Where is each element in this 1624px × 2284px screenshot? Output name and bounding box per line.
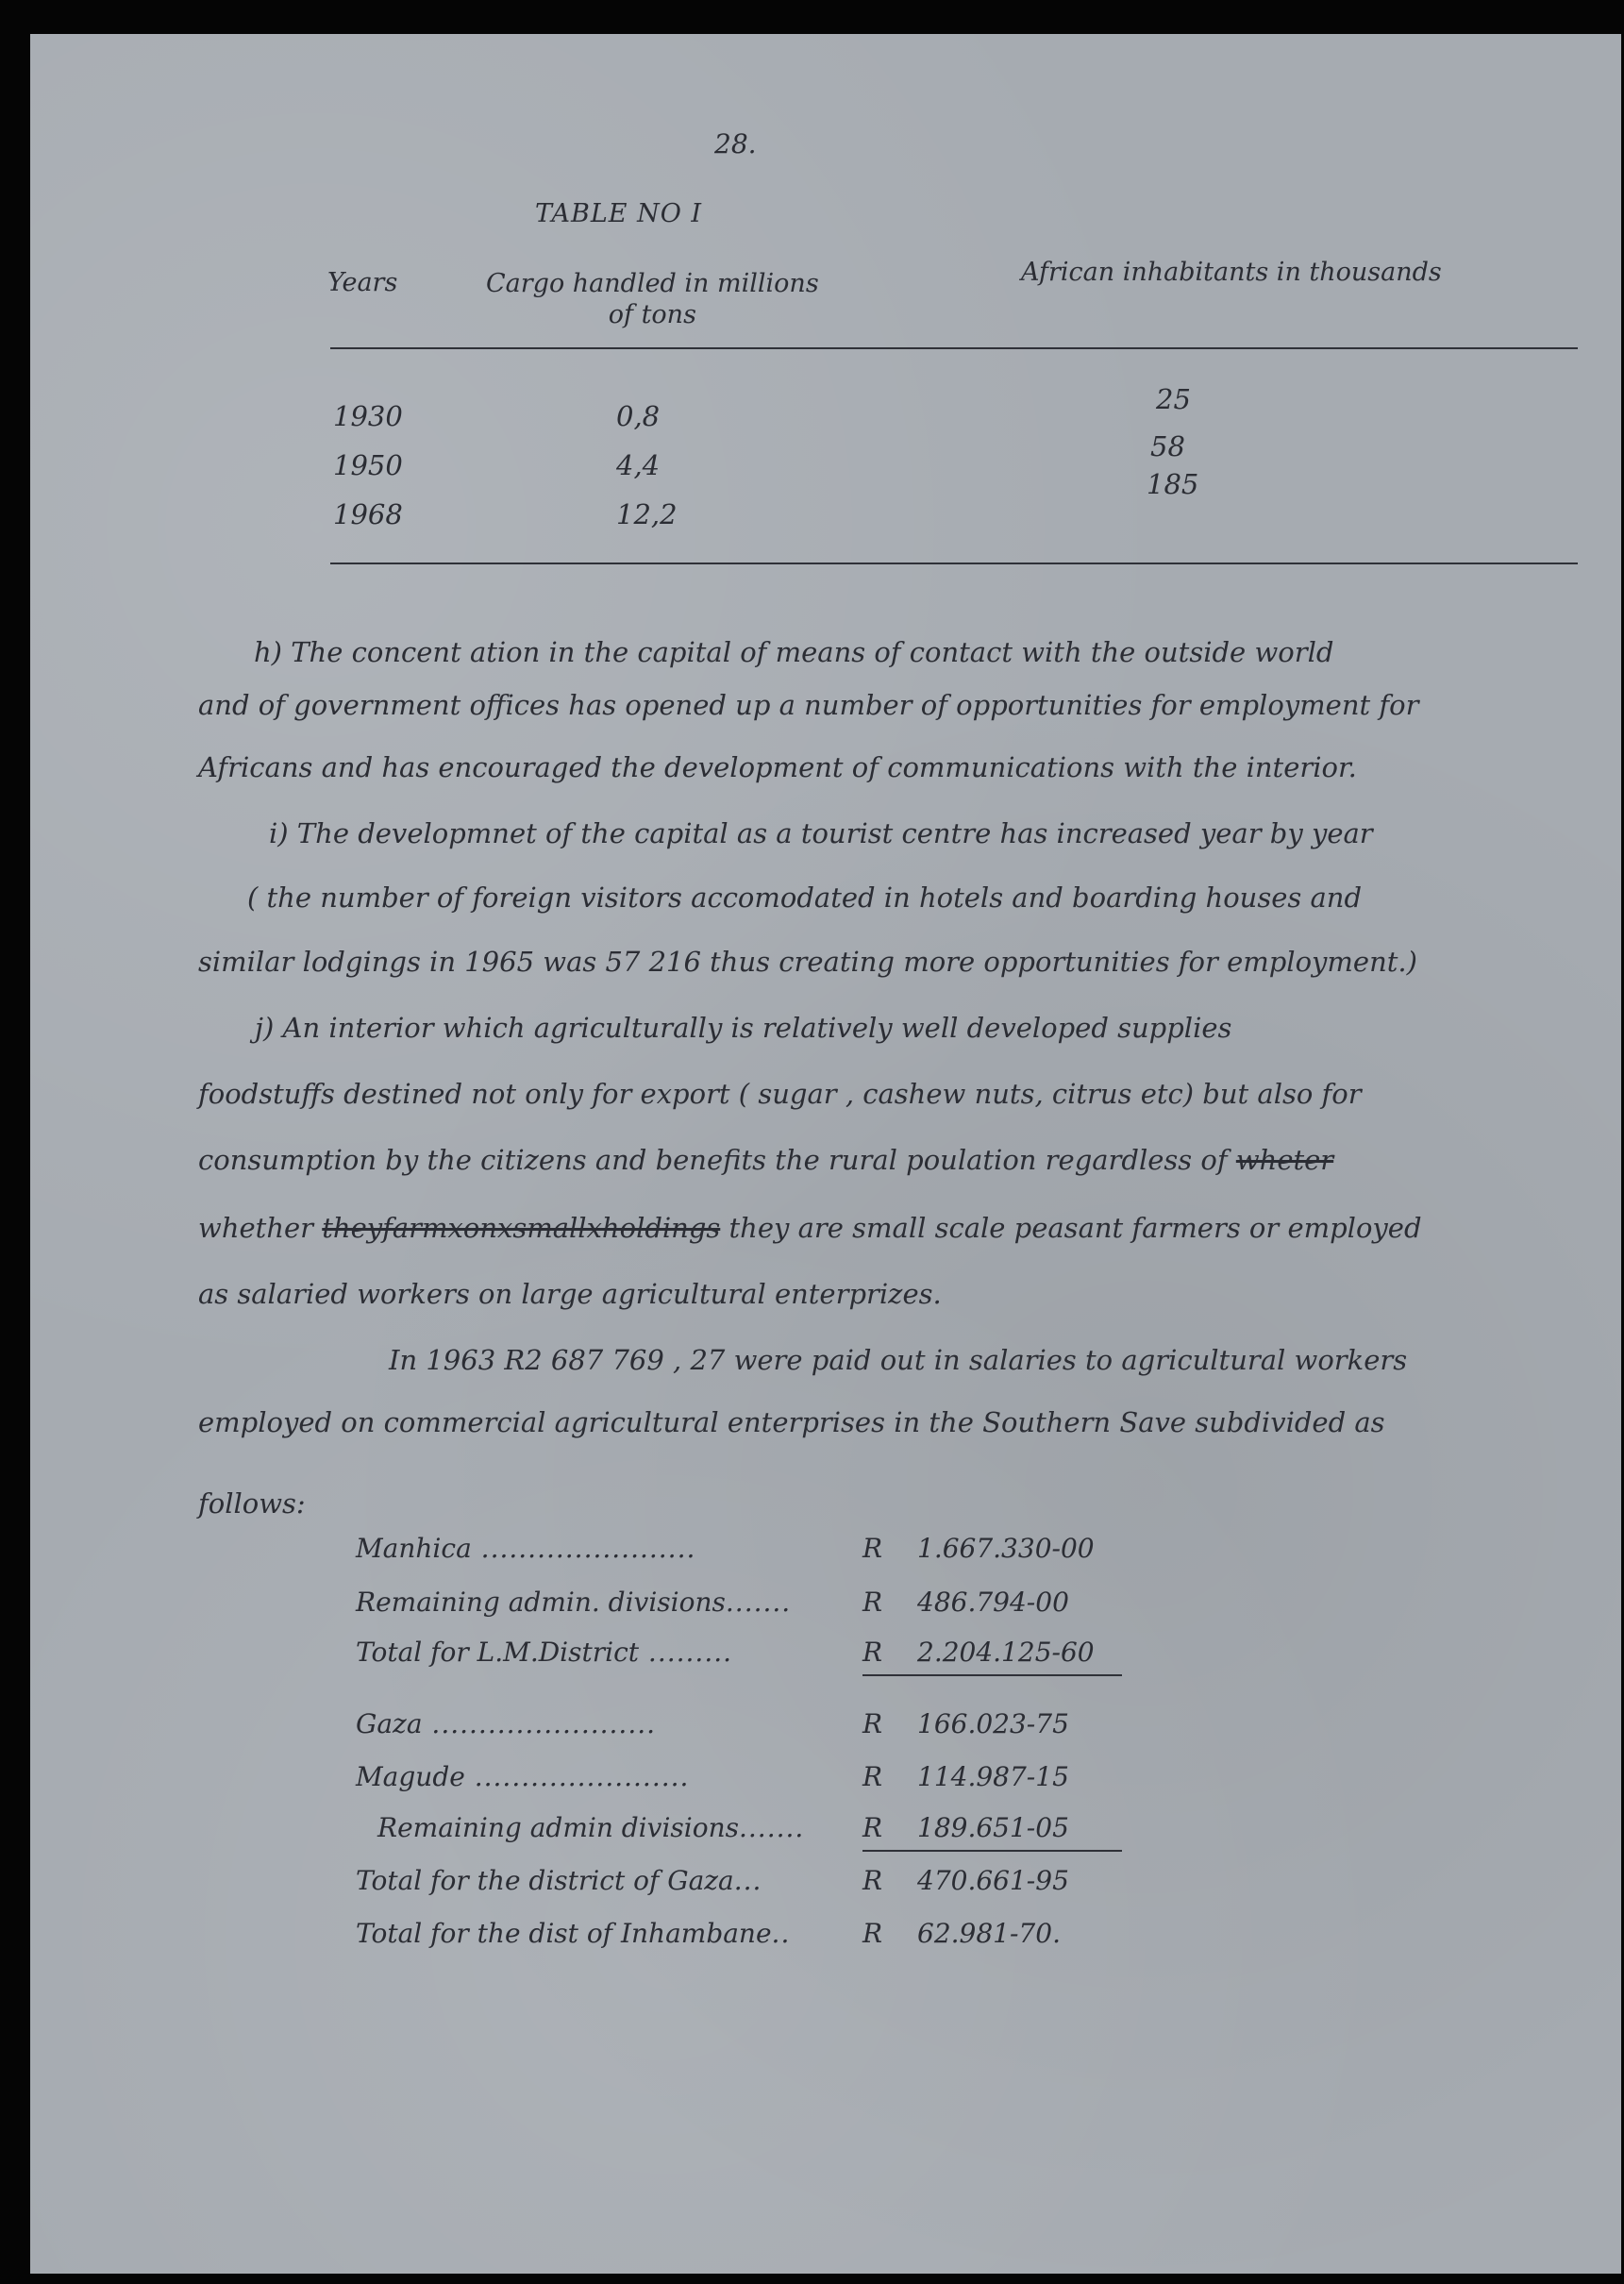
leader-dots: .......................	[464, 1761, 690, 1792]
salary-currency: R	[862, 1708, 883, 1739]
paragraph-j-line: foodstuffs destined not only for export ( sugar , cashew nuts, citrus etc) but also for	[198, 1078, 1362, 1110]
leader-dots: .......	[739, 1812, 805, 1843]
paragraph-j-text: whether	[198, 1212, 314, 1244]
table-title: TABLE NO I	[535, 199, 703, 228]
salary-label-text: Remaining admin. divisions	[356, 1587, 726, 1618]
leader-dots: .........	[639, 1637, 733, 1668]
paragraph-j-line	[198, 1144, 1333, 1176]
salary-amount: 2.204.125-60	[917, 1637, 1095, 1668]
leader-dots: ...	[733, 1865, 762, 1896]
salary-label	[356, 1587, 791, 1618]
salary-label-text: Total for L.M.District	[356, 1637, 640, 1668]
salary-label	[356, 1637, 732, 1668]
table-cell-year: 1950	[333, 449, 403, 481]
paragraph-h-line: Africans and has encouraged the development of communications with the interior.	[198, 751, 1357, 783]
salary-label	[356, 1761, 689, 1792]
salary-label-text: Gaza	[356, 1708, 423, 1739]
page-number: 28.	[714, 128, 757, 160]
paragraph-k-line: follows:	[198, 1487, 306, 1520]
struck-text: wheter	[1235, 1144, 1334, 1176]
document-page	[30, 34, 1621, 2274]
salary-label	[356, 1533, 695, 1564]
table-cell-african: 185	[1147, 468, 1199, 500]
leader-dots: .......................	[471, 1533, 696, 1564]
leader-dots: ........................	[422, 1708, 657, 1739]
table-cell-year: 1930	[333, 400, 403, 432]
salary-currency: R	[862, 1587, 883, 1618]
column-header-years: Years	[327, 268, 398, 297]
cargo-header-line1: Cargo handled in millions	[486, 269, 819, 298]
salary-label-text: Magude	[356, 1761, 465, 1792]
column-header-cargo	[486, 268, 819, 330]
salary-label	[356, 1918, 790, 1949]
salary-amount: 1.667.330-00	[917, 1533, 1095, 1564]
paragraph-k-line: employed on commercial agricultural enterprises in the Southern Save subdivided as	[198, 1406, 1385, 1438]
salary-currency: R	[862, 1918, 883, 1949]
salary-currency: R	[862, 1812, 883, 1843]
subtotal-underline	[862, 1674, 1122, 1676]
salary-label	[356, 1865, 762, 1896]
subtotal-underline	[862, 1850, 1122, 1852]
salary-label	[356, 1708, 656, 1739]
salary-label-text: Manhica	[356, 1533, 472, 1564]
paragraph-j-line: as salaried workers on large agricultural enterprizes.	[198, 1278, 942, 1310]
paragraph-j-text: consumption by the citizens and benefits the rural poulation regardless of	[198, 1144, 1228, 1176]
salary-currency: R	[862, 1533, 883, 1564]
paragraph-h-line: h) The concent ation in the capital of means of contact with the outside world	[254, 636, 1334, 668]
table-bottom-rule	[330, 563, 1578, 564]
salary-amount: 166.023-75	[917, 1708, 1069, 1739]
paragraph-h-line: and of government offices has opened up a number of opportunities for employment for	[198, 689, 1419, 721]
salary-currency: R	[862, 1865, 883, 1896]
table-cell-year: 1968	[333, 498, 403, 530]
paragraph-j-line	[198, 1212, 1422, 1244]
table-cell-cargo: 4,4	[616, 449, 661, 481]
salary-amount: 114.987-15	[917, 1761, 1069, 1792]
table-cell-african: 58	[1150, 430, 1185, 462]
leader-dots: .......	[725, 1587, 792, 1618]
paragraph-i-line: ( the number of foreign visitors accomodated in hotels and boarding houses and	[247, 882, 1363, 914]
salary-label-text: Total for the district of Gaza	[356, 1865, 734, 1896]
cargo-header-line2: of tons	[608, 300, 696, 329]
table-cell-african: 25	[1156, 383, 1191, 415]
salary-amount: 189.651-05	[917, 1812, 1069, 1843]
paragraph-i-line: similar lodgings in 1965 was 57 216 thus creating more opportunities for employment.)	[198, 946, 1417, 978]
salary-label-text: Remaining admin divisions	[377, 1812, 739, 1843]
leader-dots: ..	[771, 1918, 791, 1949]
paragraph-j-line: j) An interior which agriculturally is relatively well developed supplies	[255, 1012, 1232, 1044]
paragraph-k-line: In 1963 R2 687 769 , 27 were paid out in salaries to agricultural workers	[389, 1344, 1408, 1376]
salary-currency: R	[862, 1761, 883, 1792]
table-cell-cargo: 0,8	[616, 400, 661, 432]
salary-amount: 470.661-95	[917, 1865, 1069, 1896]
struck-text: theyfarmxonxsmallxholdings	[322, 1212, 721, 1244]
table-cell-cargo: 12,2	[616, 498, 678, 530]
column-header-african-inhabitants: African inhabitants in thousands	[1021, 258, 1442, 287]
salary-currency: R	[862, 1637, 883, 1668]
salary-label	[377, 1812, 804, 1843]
paragraph-j-text: they are small scale peasant farmers or employed	[728, 1212, 1422, 1244]
paragraph-i-line: i) The developmnet of the capital as a tourist centre has increased year by year	[269, 817, 1373, 849]
salary-amount: 62.981-70.	[917, 1918, 1061, 1949]
salary-amount: 486.794-00	[917, 1587, 1069, 1618]
table-top-rule	[330, 347, 1578, 349]
salary-label-text: Total for the dist of Inhambane	[356, 1918, 772, 1949]
